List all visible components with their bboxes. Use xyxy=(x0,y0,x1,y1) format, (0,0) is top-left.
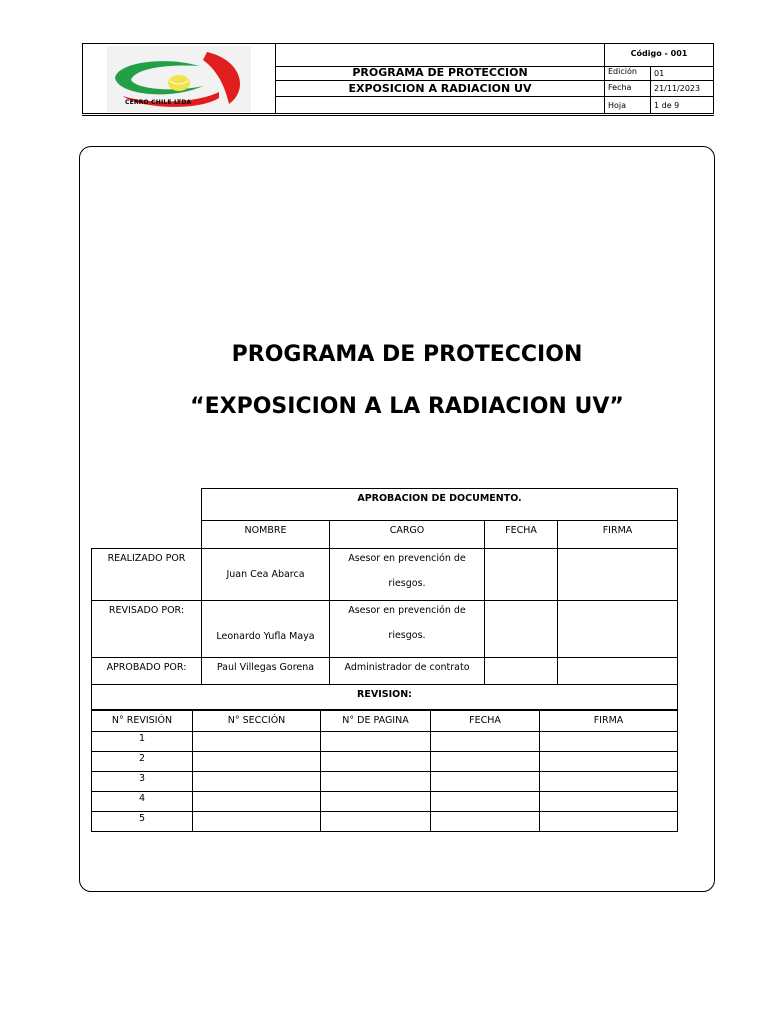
table-row xyxy=(92,658,678,685)
revision-number: 2 xyxy=(92,752,193,772)
revision-number: 1 xyxy=(92,732,193,752)
fecha-value: 21/11/2023 xyxy=(654,84,701,93)
col-nombre: NOMBRE xyxy=(202,521,330,549)
cargo-cell: Asesor en prevención de riesgos. xyxy=(330,601,485,658)
table-row xyxy=(92,812,678,832)
firma-cell xyxy=(558,601,678,658)
col-cargo: CARGO xyxy=(330,521,485,549)
col-fecha: FECHA xyxy=(431,710,540,732)
header-title-line2: EXPOSICION A RADIACION UV xyxy=(348,82,532,95)
table-row xyxy=(92,752,678,772)
approval-table xyxy=(91,488,678,711)
col-firma: FIRMA xyxy=(540,710,678,732)
col-pagina: N° DE PAGINA xyxy=(321,710,431,732)
row-label: REALIZADO POR xyxy=(92,549,202,601)
cargo-cell: Asesor en prevención de riesgos. xyxy=(330,549,485,601)
table-row xyxy=(92,732,678,752)
codigo-value: Código - 001 xyxy=(630,49,688,58)
revision-number: 5 xyxy=(92,812,193,832)
fecha-cell xyxy=(485,601,558,658)
approval-heading: APROBACION DE DOCUMENTO. xyxy=(202,489,678,521)
edicion-label: Edición xyxy=(608,67,637,76)
table-row xyxy=(92,792,678,812)
col-revision: N° REVISIÓN xyxy=(92,710,193,732)
header-divider xyxy=(82,115,714,116)
logo-text: CERRO CHILE LTDA xyxy=(125,99,192,106)
cargo-cell: Administrador de contrato xyxy=(330,658,485,685)
col-fecha: FECHA xyxy=(485,521,558,549)
col-seccion: N° SECCIÓN xyxy=(193,710,321,732)
cover-title: PROGRAMA DE PROTECCION xyxy=(231,342,583,367)
table-row xyxy=(92,772,678,792)
company-logo xyxy=(107,46,251,112)
row-label: APROBADO POR: xyxy=(92,658,202,685)
firma-cell xyxy=(558,549,678,601)
row-label: REVISADO POR: xyxy=(92,601,202,658)
firma-cell xyxy=(558,658,678,685)
table-row xyxy=(92,549,678,601)
fecha-cell xyxy=(485,549,558,601)
document-header xyxy=(82,43,714,114)
revision-number: 4 xyxy=(92,792,193,812)
fecha-cell xyxy=(485,658,558,685)
revision-number: 3 xyxy=(92,772,193,792)
hoja-value: 1 de 9 xyxy=(654,101,680,110)
header-title-line1: PROGRAMA DE PROTECCION xyxy=(352,66,528,79)
nombre-cell: Paul Villegas Gorena xyxy=(202,658,330,685)
cover-subtitle: “EXPOSICION A LA RADIACION UV” xyxy=(190,394,624,419)
table-row xyxy=(92,601,678,658)
nombre-cell: Leonardo Yufla Maya xyxy=(202,601,330,658)
revision-heading: REVISION: xyxy=(92,685,678,711)
col-firma: FIRMA xyxy=(558,521,678,549)
fecha-label: Fecha xyxy=(608,83,632,92)
revision-table xyxy=(91,709,678,832)
hoja-label: Hoja xyxy=(608,101,627,110)
nombre-cell: Juan Cea Abarca xyxy=(202,549,330,601)
edicion-value: 01 xyxy=(654,69,665,78)
